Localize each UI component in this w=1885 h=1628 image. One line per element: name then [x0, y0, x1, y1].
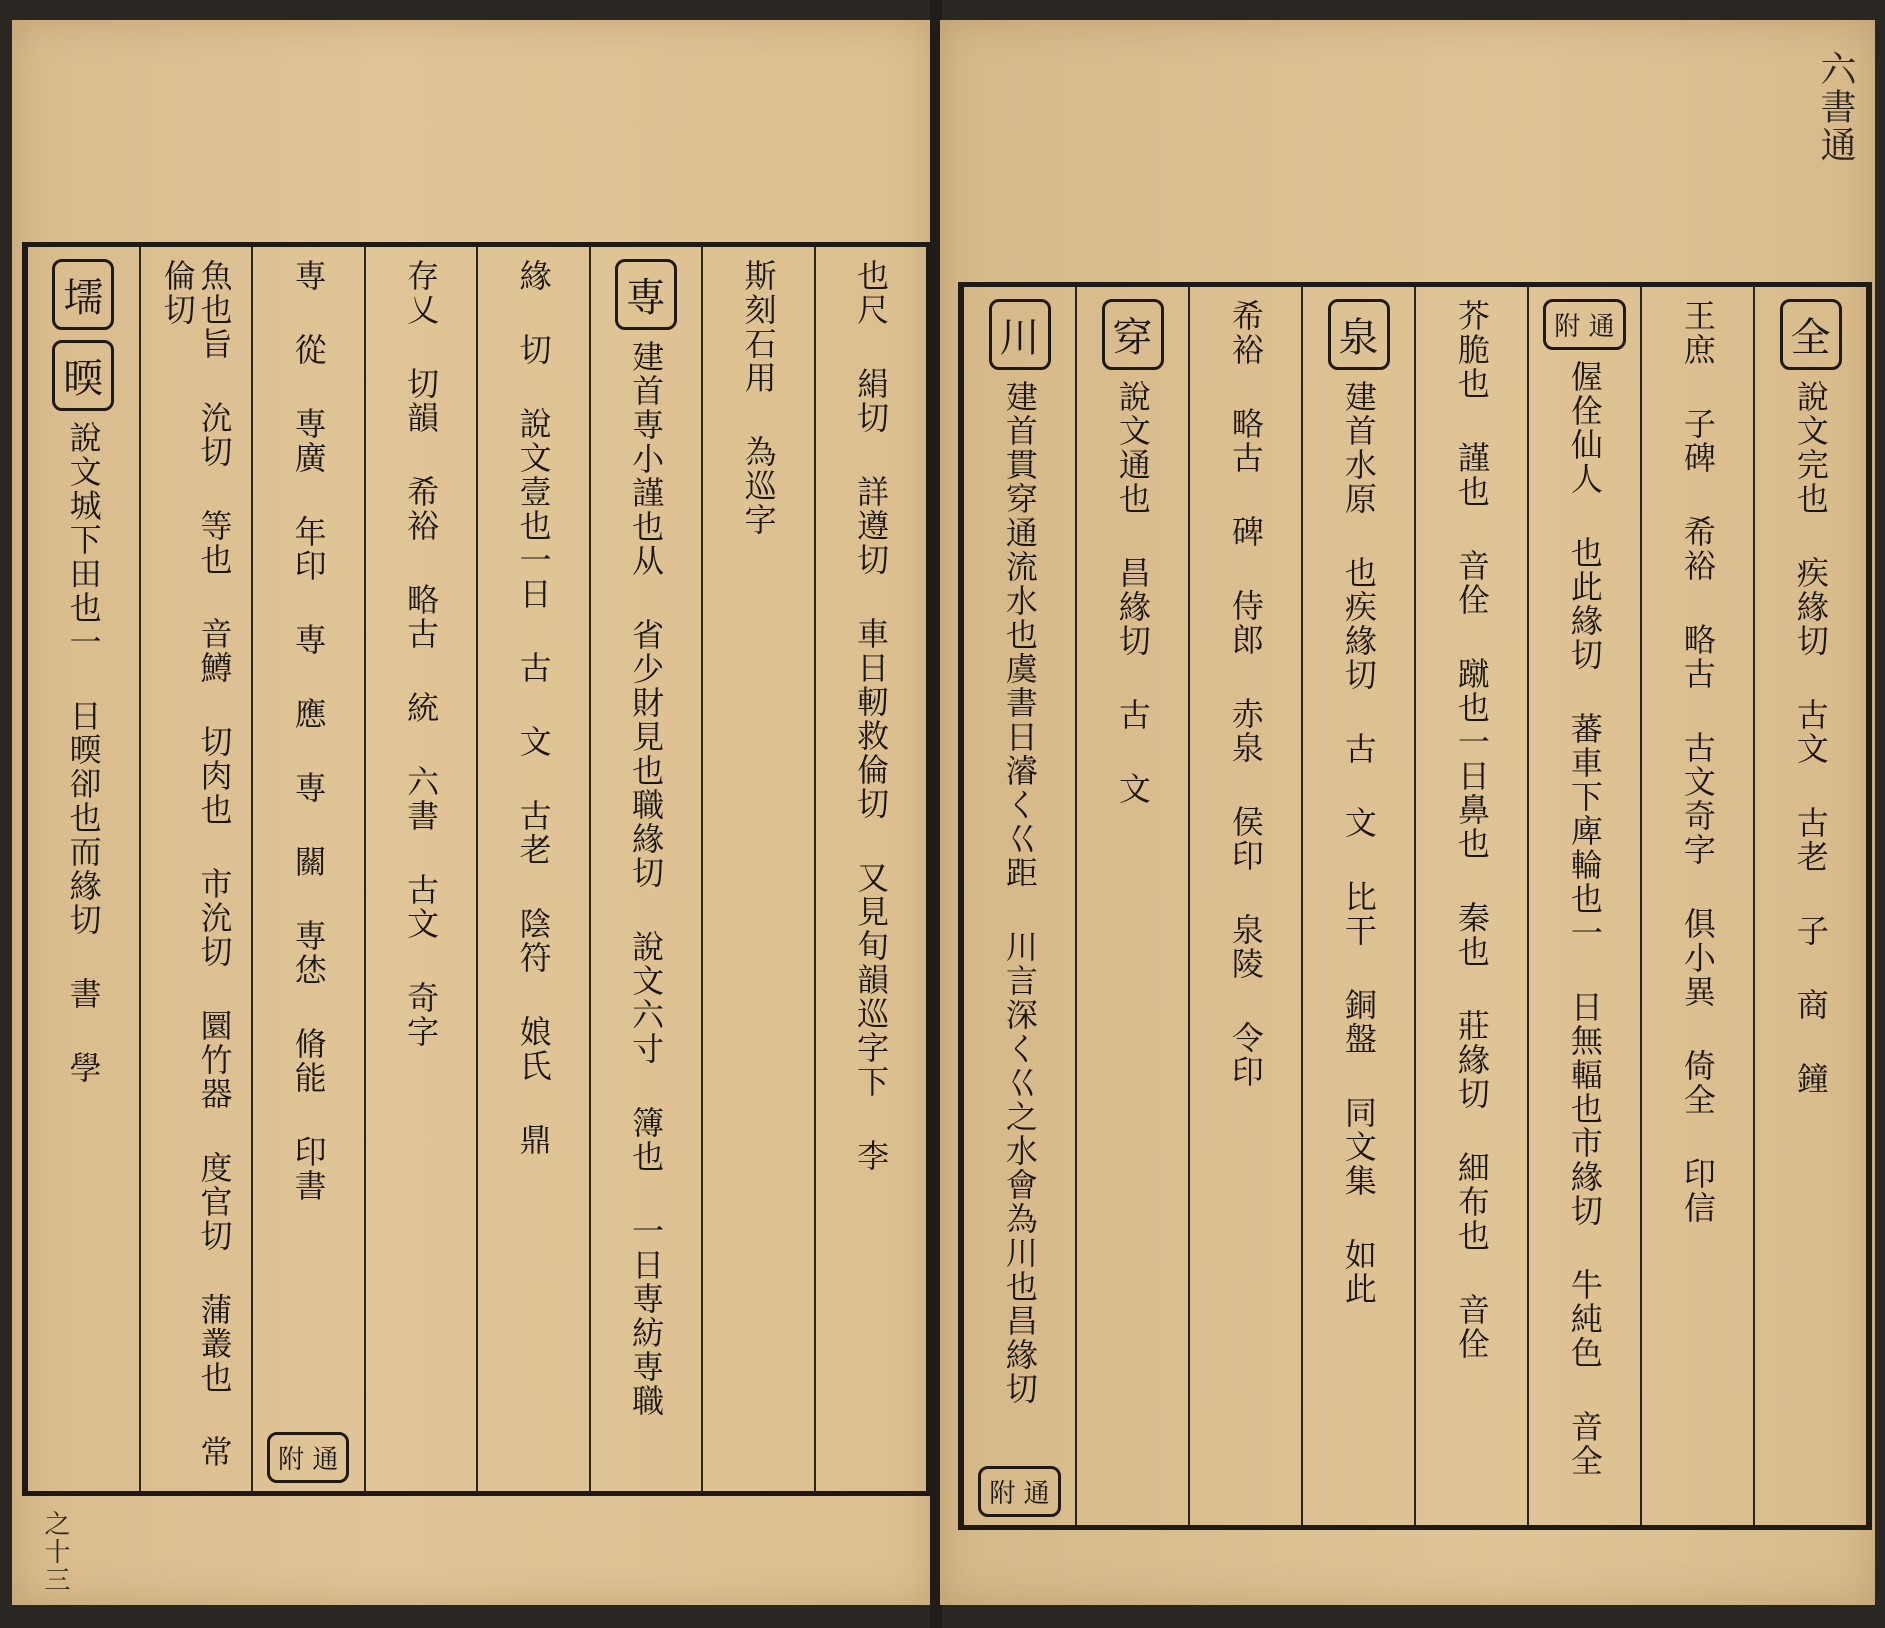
column-text: 王庶 子碑 希裕 略古 古文奇字 俱小異 倚全 印信	[1678, 299, 1717, 1225]
column-text: 建首専小謹也从 省少財見也職緣切 說文六寸 簿也 一日専紡専職	[627, 340, 666, 1418]
headword-box: 川	[989, 299, 1051, 370]
book-title-runner: 六書通	[1815, 50, 1856, 164]
column-text: 存乂 切韻 希裕 略古 統 六書 古文 奇字	[402, 259, 441, 1049]
column-text: 専 從 専廣 年印 専 應 専 關 専恷 脩能 印書	[289, 259, 328, 1203]
right-column-2	[1640, 287, 1753, 1525]
column-text: 魚也旨 沇切 等也 音鱒 切肉也 市沇切 圜竹器 度官切 蒲叢也 常倫切	[158, 259, 234, 1469]
right-frame	[958, 282, 1872, 1530]
left-column-3	[589, 247, 702, 1491]
headword-box: 壖	[52, 259, 114, 330]
column-text: 希裕 略古 碑 侍郎 赤泉 侯印 泉陵 令印	[1226, 299, 1265, 1089]
right-column-4	[1414, 287, 1527, 1525]
left-column-5	[364, 247, 477, 1491]
column-text: 緣 切 說文壹也一日 古 文 古老 陰符 娘氏 鼎	[514, 259, 553, 1157]
left-frame	[22, 242, 932, 1496]
right-page	[940, 20, 1875, 1605]
right-column-1	[1753, 287, 1866, 1525]
page-number: 之十三	[40, 1510, 70, 1594]
left-page	[12, 20, 932, 1605]
column-text: 偓佺仙人 也此緣切 蕃車下庳輪也一 日無輻也市緣切 牛純色 音全	[1565, 360, 1604, 1478]
headword-box-2: 㬉	[52, 340, 114, 411]
left-columns	[28, 247, 926, 1491]
headword-box: 全	[1780, 299, 1842, 370]
right-column-3	[1527, 287, 1640, 1525]
fu-tong-box: 附 通	[978, 1466, 1060, 1517]
left-column-7	[139, 247, 252, 1491]
left-column-6	[251, 247, 364, 1491]
column-text: 建首水原 也疾緣切 古 文 比干 銅盤 同文集 如此	[1339, 380, 1378, 1306]
left-column-2	[701, 247, 814, 1491]
left-column-4	[476, 247, 589, 1491]
headword-box: 穿	[1102, 299, 1164, 370]
right-column-7	[1075, 287, 1188, 1525]
left-column-8	[28, 247, 139, 1491]
right-column-8	[964, 287, 1075, 1525]
headword-box: 泉	[1328, 299, 1390, 370]
fu-tong-box: 附 通	[1543, 299, 1625, 350]
fu-tong-box: 附 通	[267, 1432, 349, 1483]
column-text: 說文完也 疾緣切 古文 古老 子 商 鐘	[1791, 380, 1830, 1096]
column-text: 建首貫穿通流水也虞書日濬く巜距 川言深く巜之水會為川也昌緣切	[1000, 380, 1039, 1406]
column-text: 斯刻石用 為巡字	[739, 259, 778, 537]
right-columns	[964, 287, 1866, 1525]
column-text: 也尺 絹切 詳遵切 車日軔救倫切 又見旬韻巡字下 李	[852, 259, 891, 1173]
left-column-1	[814, 247, 927, 1491]
right-column-6	[1188, 287, 1301, 1525]
column-text: 說文城下田也一 日㬉卻也而緣切 書 學	[64, 421, 103, 1085]
column-text: 說文通也 昌緣切 古 文	[1113, 380, 1152, 806]
right-column-5	[1301, 287, 1414, 1525]
column-text: 芥脆也 謹也 音佺 蹴也一日鼻也 秦也 莊緣切 細布也 音佺	[1452, 299, 1491, 1361]
headword-box: 専	[615, 259, 677, 330]
